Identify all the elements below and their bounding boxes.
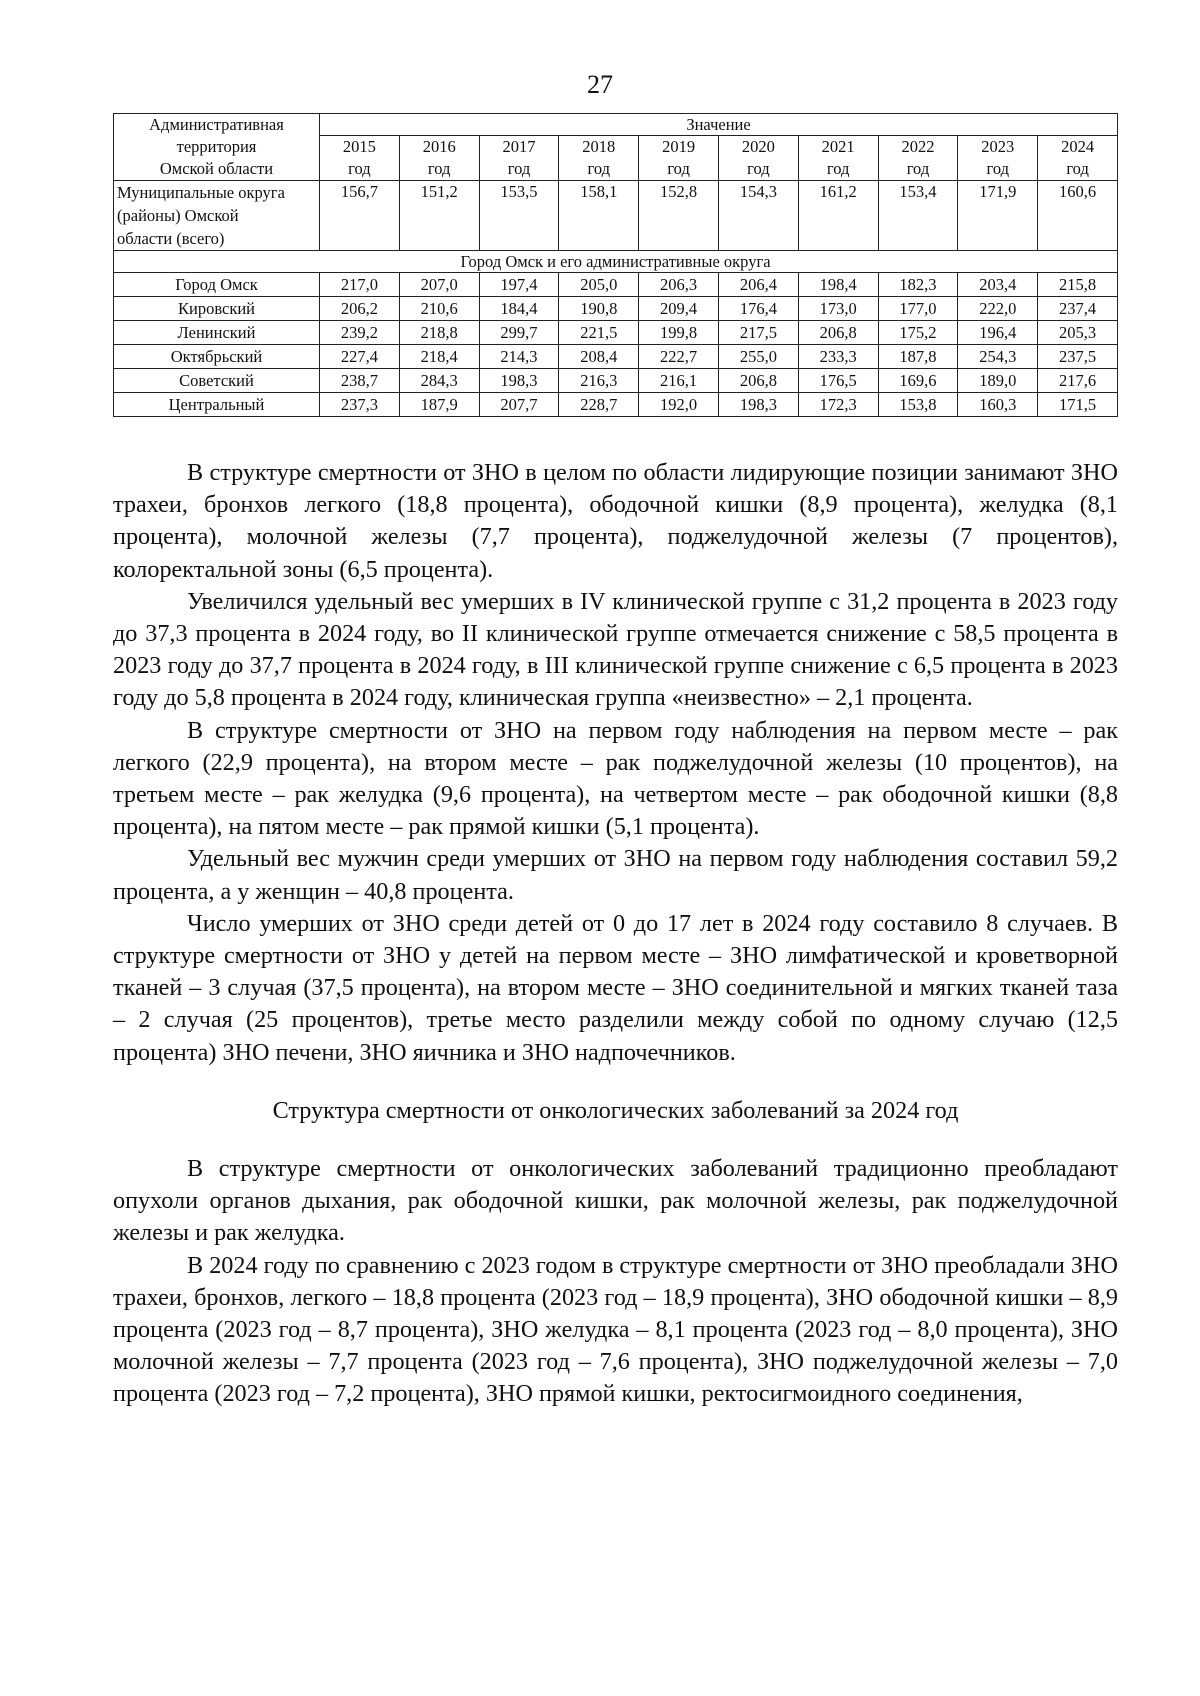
table-cell: 227,4 — [320, 345, 400, 369]
table-cell: 254,3 — [958, 345, 1038, 369]
table-cell: 190,8 — [559, 297, 639, 321]
table-cell: 199,8 — [639, 321, 719, 345]
district-name: Советский — [114, 369, 320, 393]
table-cell: 153,4 — [878, 181, 958, 251]
table-cell: 218,8 — [399, 321, 479, 345]
table-cell: 176,5 — [798, 369, 878, 393]
value-header: Значение — [320, 114, 1118, 136]
section-title: Город Омск и его административные округа — [114, 251, 1118, 273]
year-header: 2015 год — [320, 136, 400, 181]
year-header: 2016 год — [399, 136, 479, 181]
table-cell: 203,4 — [958, 273, 1038, 297]
table-cell: 154,3 — [718, 181, 798, 251]
table-cell: 196,4 — [958, 321, 1038, 345]
table-cell: 209,4 — [639, 297, 719, 321]
table-cell: 233,3 — [798, 345, 878, 369]
table-cell: 177,0 — [878, 297, 958, 321]
table-cell: 222,7 — [639, 345, 719, 369]
table-cell: 187,9 — [399, 393, 479, 417]
page-number: 27 — [587, 70, 613, 99]
table-cell: 205,0 — [559, 273, 639, 297]
district-name: Город Омск — [114, 273, 320, 297]
table-cell: 206,8 — [798, 321, 878, 345]
table-cell: 216,3 — [559, 369, 639, 393]
table-cell: 207,7 — [479, 393, 559, 417]
table-cell: 208,4 — [559, 345, 639, 369]
table-row — [114, 297, 1118, 321]
table-cell: 218,4 — [399, 345, 479, 369]
district-name: Центральный — [114, 393, 320, 417]
table-cell: 210,6 — [399, 297, 479, 321]
table-cell: 198,3 — [479, 369, 559, 393]
table-cell: 217,5 — [718, 321, 798, 345]
table-cell: 184,4 — [479, 297, 559, 321]
table-cell: 206,3 — [639, 273, 719, 297]
table-row — [114, 369, 1118, 393]
municipal-label: Муниципальные округа (районы) Омской области (всего) — [114, 181, 320, 251]
paragraph: В структуре смертности от онкологических заболеваний традиционно преобладают опухоли органов дыхания, рак ободочной кишки, рак молочной железы, рак поджелудочной железы и рак желудка. — [113, 1155, 1118, 1247]
year-header: 2017 год — [479, 136, 559, 181]
table-cell: 239,2 — [320, 321, 400, 345]
table-cell: 216,1 — [639, 369, 719, 393]
table-cell: 238,7 — [320, 369, 400, 393]
paragraph: В 2024 году по сравнению с 2023 годом в структуре смертности от ЗНО преобладали ЗНО трахеи, бронхов, легкого – 18,8 процента (2023 год – 18,9 процента), ЗНО ободочной кишки – 8,9 процента (2023 год – 8,7 процента), ЗНО желудка – 8,1 процента (2023 год – 8,0 процента), ЗНО молочной железы – 7,7 процента (2023 год – 7,6 процента), ЗНО поджелудочной железы – 7,0 процента (2023 год – 7,2 процента), ЗНО прямой кишки, ректосигмоидного соединения, — [113, 1251, 1118, 1408]
table-cell: 206,2 — [320, 297, 400, 321]
table-cell: 299,7 — [479, 321, 559, 345]
district-name: Ленинский — [114, 321, 320, 345]
body-text — [113, 457, 1118, 1411]
table-header-row — [114, 114, 1118, 136]
paragraph: Удельный вес мужчин среди умерших от ЗНО на первом году наблюдения составил 59,2 процента, а у женщин – 40,8 процента. — [113, 845, 1118, 905]
table-cell: 161,2 — [798, 181, 878, 251]
table-cell: 160,3 — [958, 393, 1038, 417]
table-cell: 176,4 — [718, 297, 798, 321]
table-cell: 198,4 — [798, 273, 878, 297]
table-cell: 206,8 — [718, 369, 798, 393]
table-cell: 173,0 — [798, 297, 878, 321]
table-row — [114, 393, 1118, 417]
year-header: 2021 год — [798, 136, 878, 181]
section-heading: Структура смертности от онкологических заболеваний за 2024 год — [272, 1096, 959, 1124]
territory-header — [114, 114, 320, 181]
table-cell: 172,3 — [798, 393, 878, 417]
table-cell: 156,7 — [320, 181, 400, 251]
territory-header-line: Административная — [149, 115, 284, 134]
table-cell: 192,0 — [639, 393, 719, 417]
table-cell: 205,3 — [1038, 321, 1118, 345]
paragraph: Увеличился удельный вес умерших в IV клинической группе с 31,2 процента в 2023 году до 37,3 процента в 2024 году, во II клинической группе отмечается снижение с 58,5 процента в 2023 году до 37,7 процента в 2024 году, в III клинической группе снижение с 6,5 процента в 2023 году до 5,8 процента в 2024 году, клиническая группа «неизвестно» – 2,1 процента. — [113, 587, 1118, 712]
table-row-municipal — [114, 181, 1118, 251]
table-cell: 237,5 — [1038, 345, 1118, 369]
table-cell: 153,5 — [479, 181, 559, 251]
district-name: Кировский — [114, 297, 320, 321]
territory-header-line: Омской области — [159, 159, 274, 178]
table-section-row — [114, 251, 1118, 273]
year-header: 2023 год — [958, 136, 1038, 181]
paragraph: В структуре смертности от ЗНО на первом году наблюдения на первом месте – рак легкого (22,9 процента), на втором месте – рак поджелудочной железы (10 процентов), на третьем месте – рак желудка (9,6 процента), на четвертом месте – рак ободочной кишки (8,8 процента), на пятом месте – рак прямой кишки (5,1 процента). — [113, 716, 1118, 841]
table-cell: 207,0 — [399, 273, 479, 297]
table-cell: 160,6 — [1038, 181, 1118, 251]
table-cell: 153,8 — [878, 393, 958, 417]
table-cell: 198,3 — [718, 393, 798, 417]
table-cell: 158,1 — [559, 181, 639, 251]
table-row — [114, 273, 1118, 297]
district-name: Октябрьский — [114, 345, 320, 369]
table-cell: 217,0 — [320, 273, 400, 297]
year-header: 2022 год — [878, 136, 958, 181]
table-cell: 169,6 — [878, 369, 958, 393]
table-cell: 228,7 — [559, 393, 639, 417]
table-cell: 151,2 — [399, 181, 479, 251]
paragraph: В структуре смертности от ЗНО в целом по области лидирующие позиции занимают ЗНО трахеи, бронхов легкого (18,8 процента), ободочной кишки (8,9 процента), желудка (8,1 процента), молочной железы (7,7 процента), поджелудочной железы (7 процентов), колоректальной зоны (6,5 процента). — [113, 459, 1118, 583]
table-cell: 182,3 — [878, 273, 958, 297]
table-cell: 175,2 — [878, 321, 958, 345]
table-cell: 187,8 — [878, 345, 958, 369]
table-cell: 255,0 — [718, 345, 798, 369]
table-cell: 189,0 — [958, 369, 1038, 393]
paragraph: Число умерших от ЗНО среди детей от 0 до 17 лет в 2024 году составило 8 случаев. В структуре смертности от ЗНО у детей на первом месте – ЗНО лимфатической и кроветворной тканей – 3 случая (37,5 процента), на втором месте – ЗНО соединительной и мягких тканей таза – 2 случая (25 процентов), третье место разделили между собой по одному случаю (12,5 процента) ЗНО печени, ЗНО яичника и ЗНО надпочечников. — [113, 909, 1118, 1066]
table-cell: 152,8 — [639, 181, 719, 251]
table-cell: 237,4 — [1038, 297, 1118, 321]
table-cell: 237,3 — [320, 393, 400, 417]
table-cell: 214,3 — [479, 345, 559, 369]
table-cell: 222,0 — [958, 297, 1038, 321]
table-cell: 215,8 — [1038, 273, 1118, 297]
table-cell: 217,6 — [1038, 369, 1118, 393]
table-row — [114, 345, 1118, 369]
mortality-table — [113, 113, 1118, 417]
table-cell: 284,3 — [399, 369, 479, 393]
year-header: 2018 год — [559, 136, 639, 181]
table-cell: 206,4 — [718, 273, 798, 297]
table-cell: 171,9 — [958, 181, 1038, 251]
table-cell: 197,4 — [479, 273, 559, 297]
table-cell: 221,5 — [559, 321, 639, 345]
year-header: 2019 год — [639, 136, 719, 181]
year-header: 2020 год — [718, 136, 798, 181]
district-rows — [114, 273, 1118, 417]
territory-header-line: территория — [176, 137, 257, 156]
table-row — [114, 321, 1118, 345]
table-cell: 171,5 — [1038, 393, 1118, 417]
year-header: 2024 год — [1038, 136, 1118, 181]
